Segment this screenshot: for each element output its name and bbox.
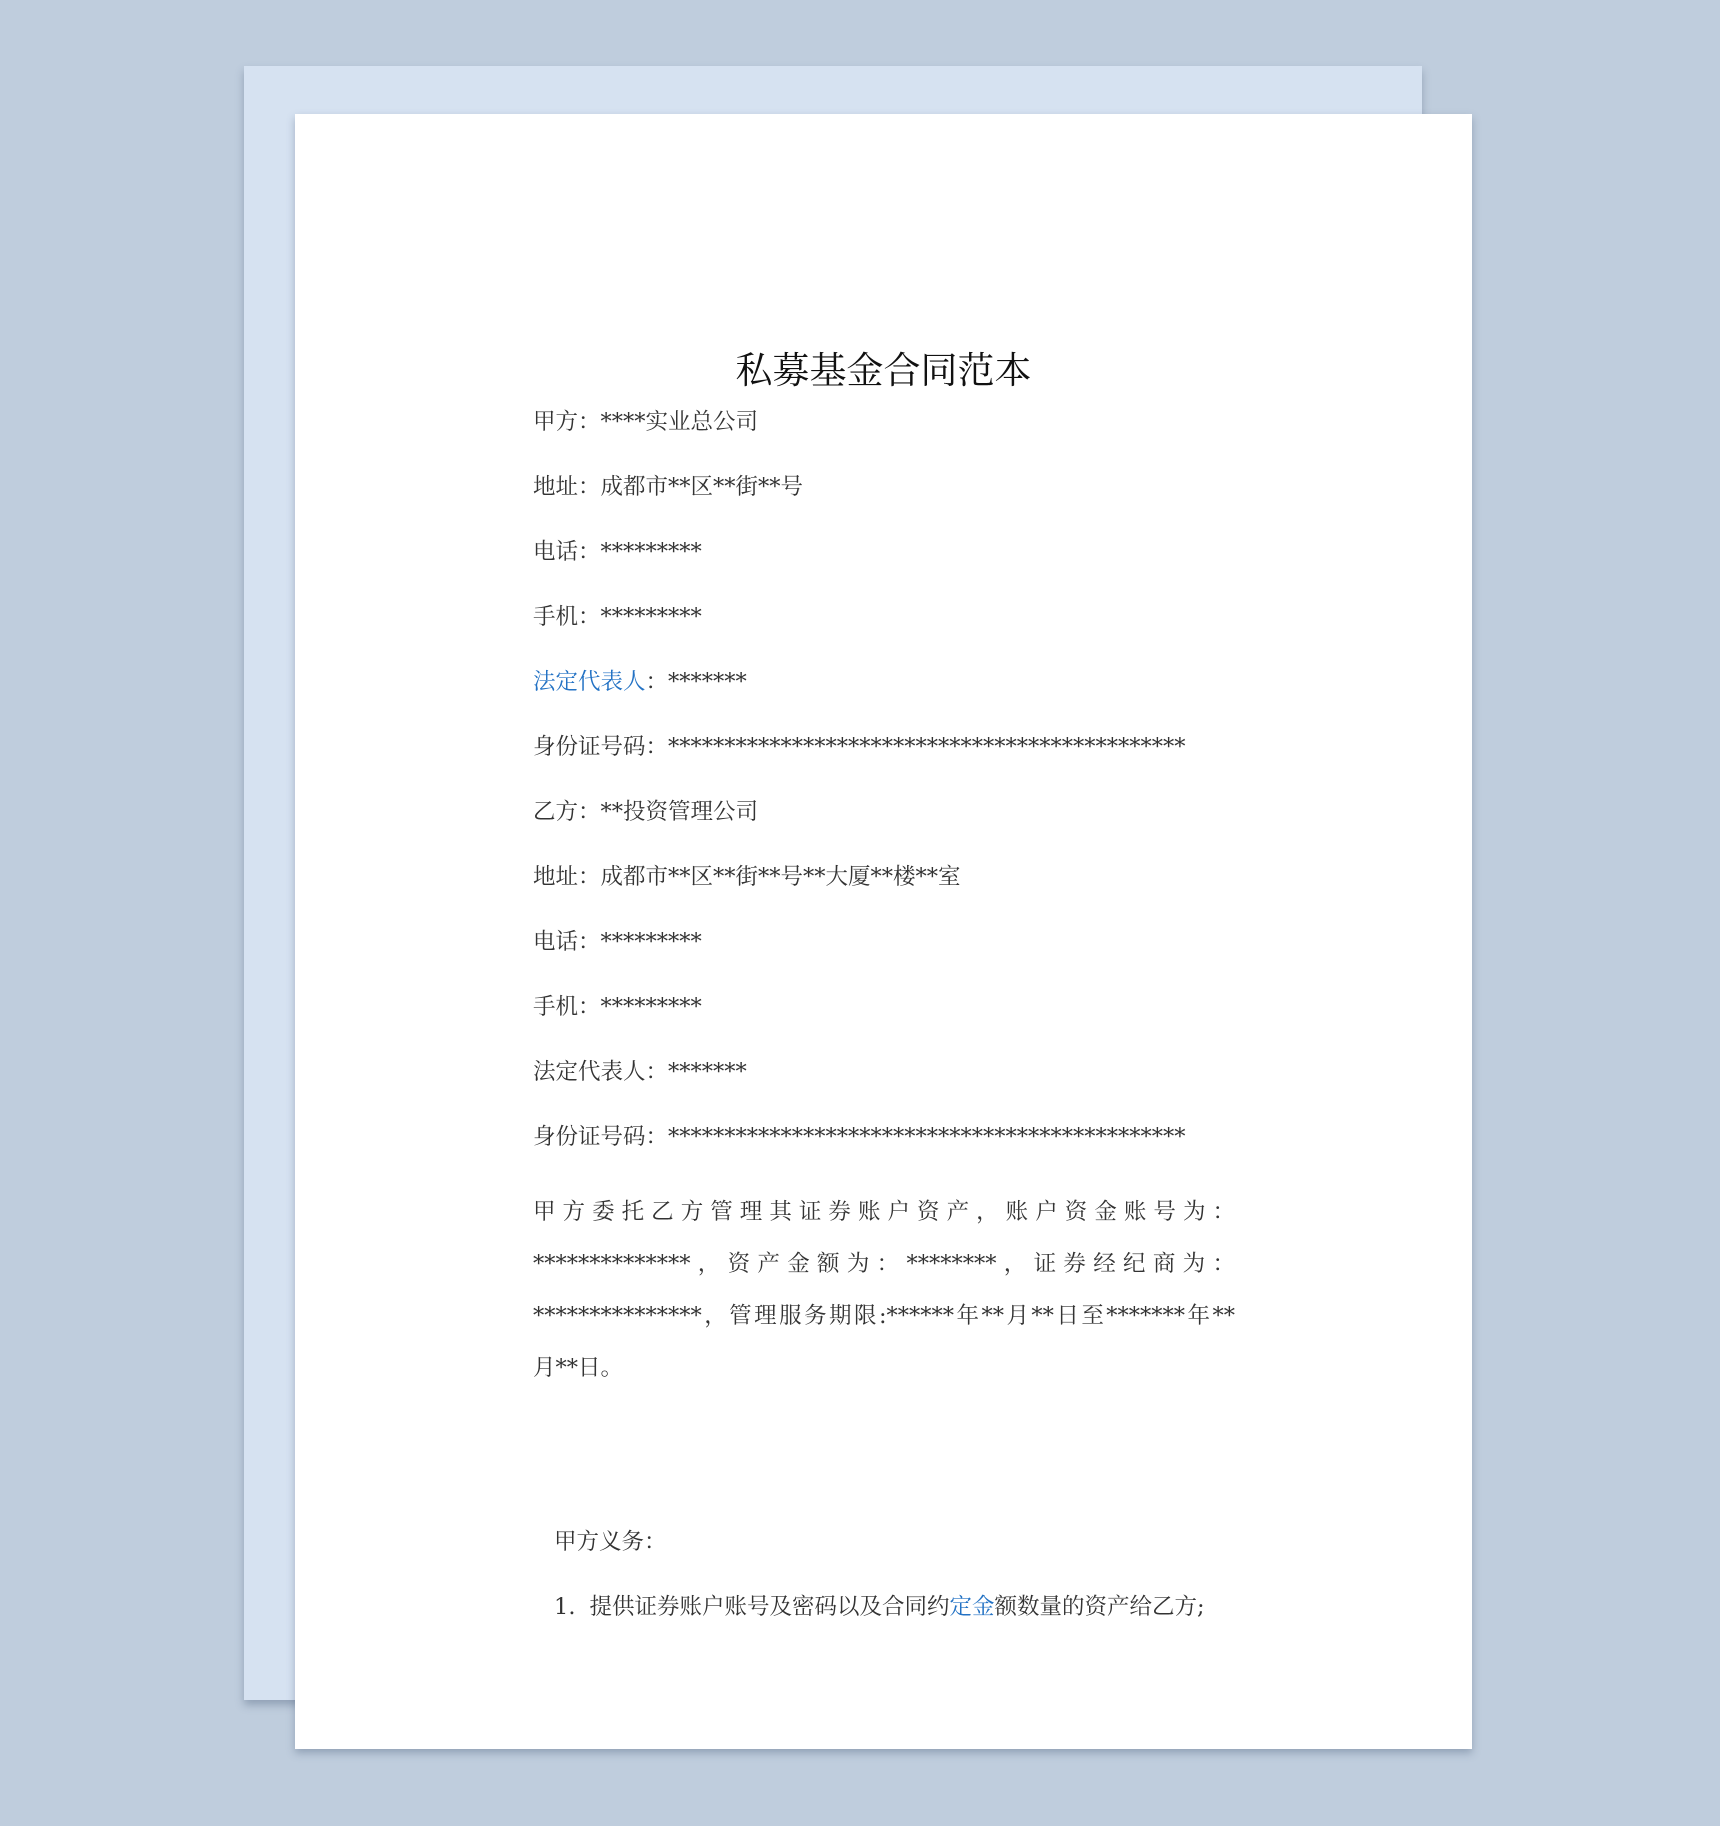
party-a-mobile: 手机：********* <box>533 604 702 630</box>
document-title: 私募基金合同范本 <box>735 349 1032 392</box>
obligation-text-before: 提供证券账户账号及密码以及合同约 <box>589 1594 950 1620</box>
obligation-text-after: 额数量的资产给乙方; <box>994 1594 1205 1620</box>
entrust-line-1: 甲方委托乙方管理其证券账户资产，账户资金账号为： <box>533 1199 1235 1225</box>
party-a-phone: 电话：********* <box>533 539 702 565</box>
document-page <box>295 114 1472 1749</box>
party-a-address: 地址：成都市**区**街**号 <box>533 474 804 500</box>
party-b-phone: 电话：********* <box>533 929 702 955</box>
party-b-legal-rep: 法定代表人：******* <box>533 1059 747 1085</box>
entrust-line-3: ***************，管理服务期限:******年**月**日至*******年** <box>533 1303 1235 1329</box>
entrust-line-4: 月**日。 <box>533 1355 624 1381</box>
party-b-mobile: 手机：********* <box>533 994 702 1020</box>
party-a-legal-rep-value: ：******* <box>645 669 747 695</box>
party-a-id-number: 身份证号码：********************************************** <box>533 734 1186 760</box>
obligations-heading: 甲方义务： <box>554 1529 667 1555</box>
entrust-line-2: **************，资产金额为：********，证券经纪商为： <box>533 1251 1235 1277</box>
entrust-paragraph <box>533 1186 1235 1394</box>
deposit-link[interactable]: 定金 <box>949 1594 995 1620</box>
legal-rep-link[interactable]: 法定代表人 <box>533 669 646 695</box>
party-b-id-number: 身份证号码：********************************************** <box>533 1124 1186 1150</box>
party-b-address: 地址：成都市**区**街**号**大厦**楼**室 <box>533 864 961 890</box>
party-a-legal-rep <box>533 667 747 697</box>
list-number: 1. <box>554 1594 576 1620</box>
party-b-name: 乙方：**投资管理公司 <box>533 799 759 825</box>
obligation-item-1 <box>554 1592 1205 1622</box>
party-a-name: 甲方：****实业总公司 <box>533 409 759 435</box>
